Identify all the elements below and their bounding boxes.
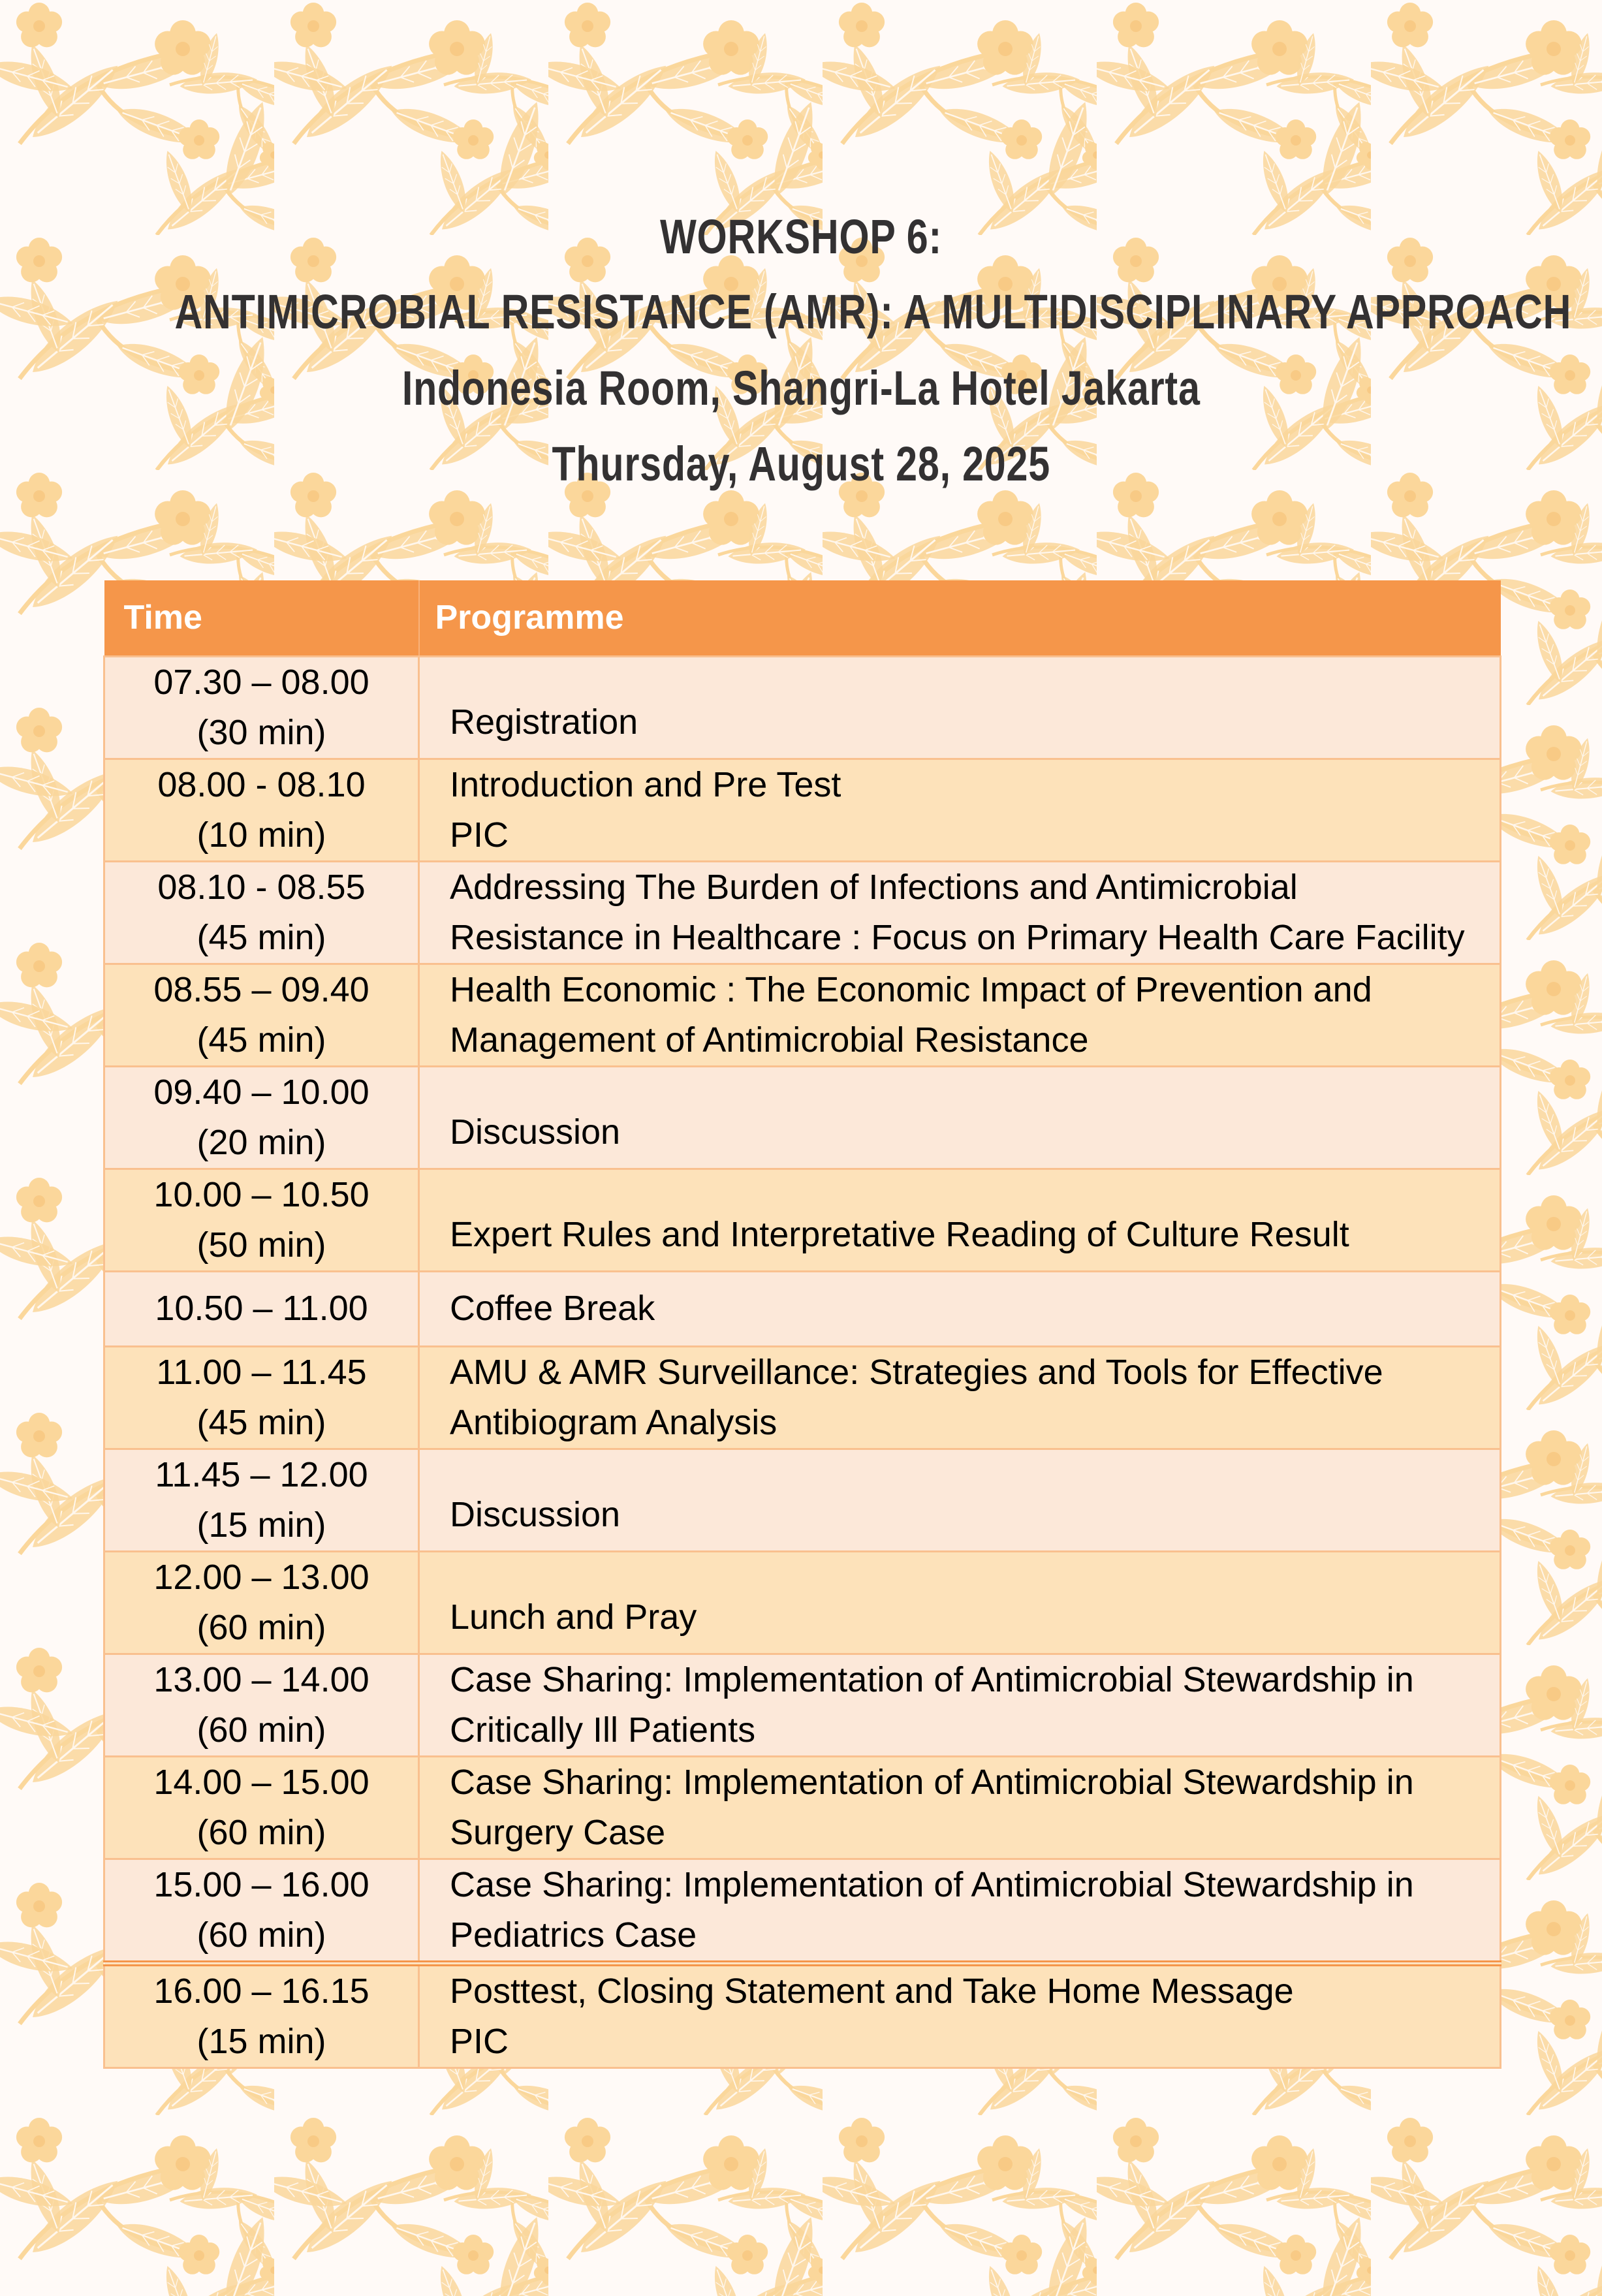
time-cell (104, 1654, 419, 1756)
table-row (104, 1859, 1501, 1963)
time-range: 09.40 – 10.00 (153, 1072, 369, 1112)
time-cell (104, 1859, 419, 1963)
programme-cell (419, 656, 1501, 759)
programme-cell (419, 1859, 1501, 1963)
table-header-row (104, 580, 1501, 656)
programme-cell (419, 1551, 1501, 1654)
programme-cell (419, 861, 1501, 964)
time-range: 07.30 – 08.00 (153, 662, 369, 702)
time-range: 08.55 – 09.40 (153, 969, 369, 1009)
column-header-time: Time (104, 580, 419, 656)
session-title: Discussion (450, 1112, 621, 1152)
programme-cell (419, 759, 1501, 861)
time-cell (104, 964, 419, 1066)
duration: (50 min) (196, 1225, 326, 1265)
session-title: Coffee Break (450, 1289, 655, 1328)
session-title: Posttest, Closing Statement and Take Home Message (450, 1971, 1294, 2011)
time-range: 08.00 - 08.10 (157, 764, 366, 804)
table-row (104, 1963, 1501, 2068)
duration: (15 min) (196, 2021, 326, 2061)
session-detail: Pediatrics Case (450, 1915, 697, 1955)
schedule-table (103, 580, 1501, 2069)
time-range: 15.00 – 16.00 (153, 1864, 369, 1904)
programme-cell (419, 1654, 1501, 1756)
time-range: 11.00 – 11.45 (156, 1352, 367, 1392)
time-range: 16.00 – 16.15 (153, 1971, 369, 2011)
session-detail: PIC (450, 2021, 509, 2061)
time-range: 10.00 – 10.50 (153, 1174, 369, 1214)
table-row (104, 1551, 1501, 1654)
session-title: AMU & AMR Surveillance: Strategies and Tools for Effective (450, 1352, 1383, 1392)
duration: (15 min) (196, 1505, 326, 1545)
programme-cell (419, 1449, 1501, 1551)
time-range: 13.00 – 14.00 (153, 1659, 369, 1699)
table-row (104, 1271, 1501, 1346)
duration: (30 min) (196, 712, 326, 752)
workshop-label: WORKSHOP 6: (659, 210, 943, 264)
time-cell (104, 1169, 419, 1271)
session-title: Introduction and Pre Test (450, 764, 841, 804)
time-cell (104, 1963, 419, 2068)
duration: (45 min) (196, 917, 326, 957)
table-row (104, 861, 1501, 964)
session-title: Case Sharing: Implementation of Antimicrobial Stewardship in (450, 1762, 1414, 1802)
table-row (104, 1346, 1501, 1449)
time-cell (104, 1551, 419, 1654)
session-title: Expert Rules and Interpretative Reading of Culture Result (450, 1215, 1349, 1254)
programme-cell (419, 1169, 1501, 1271)
table-row (104, 759, 1501, 861)
programme-cell (419, 1756, 1501, 1859)
session-detail: Antibiogram Analysis (450, 1402, 777, 1442)
workshop-title: ANTIMICROBIAL RESISTANCE (AMR): A MULTIDISCIPLINARY APPROACH (174, 285, 1572, 339)
schedule-body (104, 656, 1501, 2068)
programme-cell (419, 1271, 1501, 1346)
session-title: Case Sharing: Implementation of Antimicrobial Stewardship in (450, 1864, 1414, 1904)
session-detail: Resistance in Healthcare : Focus on Primary Health Care Facility (450, 917, 1465, 957)
time-cell (104, 1066, 419, 1169)
duration: (60 min) (196, 1710, 326, 1750)
session-detail: Management of Antimicrobial Resistance (450, 1020, 1089, 1060)
session-title: Registration (450, 702, 638, 742)
duration: (45 min) (196, 1020, 326, 1060)
table-row (104, 656, 1501, 759)
session-title: Addressing The Burden of Infections and Antimicrobial (450, 867, 1298, 907)
programme-cell (419, 964, 1501, 1066)
session-detail: PIC (450, 815, 509, 855)
venue: Indonesia Room, Shangri-La Hotel Jakarta (401, 361, 1201, 415)
time-cell (104, 1271, 419, 1346)
duration: (60 min) (196, 1915, 326, 1955)
table-row (104, 1449, 1501, 1551)
duration: (10 min) (196, 815, 326, 855)
table-row (104, 1169, 1501, 1271)
session-title: Discussion (450, 1495, 621, 1534)
session-title: Case Sharing: Implementation of Antimicrobial Stewardship in (450, 1659, 1414, 1699)
session-title: Health Economic : The Economic Impact of Prevention and (450, 969, 1372, 1009)
session-detail: Critically Ill Patients (450, 1710, 756, 1750)
table-row (104, 964, 1501, 1066)
programme-cell (419, 1346, 1501, 1449)
time-range: 12.00 – 13.00 (153, 1557, 369, 1597)
session-title: Lunch and Pray (450, 1597, 697, 1637)
session-detail: Surgery Case (450, 1812, 666, 1852)
duration: (60 min) (196, 1812, 326, 1852)
table-row (104, 1654, 1501, 1756)
duration: (20 min) (196, 1122, 326, 1162)
column-header-programme: Programme (419, 580, 1501, 656)
programme-cell (419, 1963, 1501, 2068)
time-cell (104, 1756, 419, 1859)
event-date: Thursday, August 28, 2025 (552, 437, 1050, 491)
time-range: 11.45 – 12.00 (155, 1455, 368, 1494)
time-cell (104, 1346, 419, 1449)
table-row (104, 1756, 1501, 1859)
time-range: 08.10 - 08.55 (157, 867, 366, 907)
time-cell (104, 656, 419, 759)
duration: (45 min) (196, 1402, 326, 1442)
programme-cell (419, 1066, 1501, 1169)
time-range: 14.00 – 15.00 (153, 1762, 369, 1802)
time-range: 10.50 – 11.00 (155, 1289, 368, 1328)
duration: (60 min) (196, 1607, 326, 1647)
time-cell (104, 759, 419, 861)
time-cell (104, 861, 419, 964)
table-row (104, 1066, 1501, 1169)
time-cell (104, 1449, 419, 1551)
